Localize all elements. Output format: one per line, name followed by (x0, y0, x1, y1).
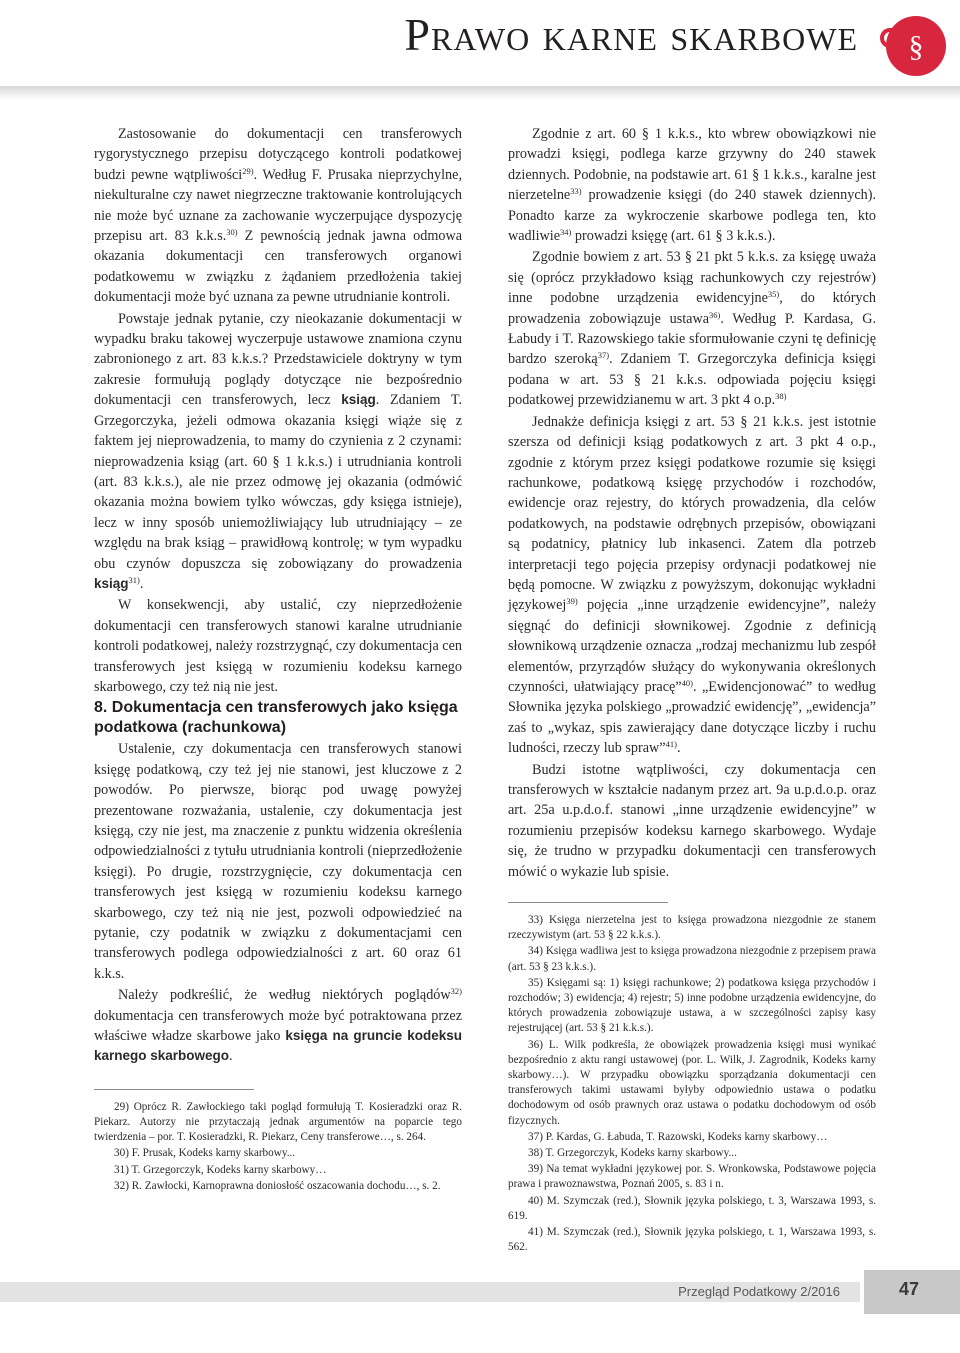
paragraph: W konsekwencji, aby ustalić, czy nieprzedłożenie dokumentacji cen transferowych stanowi karalne utrudnianie kontroli podatkowej, należy rozstrzygnąć, czy dokumentacja cen transferowych jest księgą w rozumieniu kodeksu karnego skarbowego, czy też nią nie jest. (94, 597, 462, 695)
footnote-rule (508, 902, 668, 903)
footnote: 32) R. Zawłocki, Karnoprawna doniosłość oszacowania dochodu…, s. 2. (114, 1179, 441, 1192)
footnote: 40) M. Szymczak (red.), Słownik języka polskiego, t. 3, Warszawa 1993, s. 619. (508, 1194, 876, 1222)
left-column (94, 124, 462, 1194)
footnote: 36) L. Wilk podkreśla, że obowiązek prowadzenia księgi musi wynikać bezpośrednio z aktu rangi ustawowej (por. L. Wilk, J. Zagrodnik, Kodeks karny skarbowy…). W przypadku obowiązku sporządzania dokumentacji cen transferowych takimi ustawami byłyby odpowiednio ustawa o podatku dochodowym od osób prawnych oraz ustawa o podatku dochodowym od osób fizycznych. (508, 1038, 876, 1127)
paragraph: Jednakże definicja księgi z art. 53 § 21 k.k.s. jest istotnie szersza od definicji ksiąg podatkowych z art. 3 pkt 4 o.p., zgodnie z którym przez księgi podatkowe rozumie się księgi rachunkowe, podatkową księgę przychodów i rozchodów, ewidencje oraz rejestry, do których prowadzenia, dla celów podatkowych, na podstawie odrębnych przepisów, obowiązani są podatnicy, płatnicy lub inkasenci. Zatem dla potrzeb interpretacji tego pojęcia przepisy ordynacji podatkowej nie będą pomocne. W związku z powyższym, dokonując wykładni językowej$^{39)}$ pojęcia „inne urządzenie ewidencyjne”, należy sięgnąć do definicji słownikowej. Zgodnie z definicją słownikową urządzenie oznacza „rodzaj mechanizmu lub zespół elementów, przyrządów służący do wykonywania określonych czynności, ułatwiający pracę”$^{40)}$. „Ewidencjonować” to według Słownika języka polskiego „prowadzić ewidencję”, „ewidencja” zaś to „wykaz, spis zawierający dane dotyczące liczby i ruchu ludności, rzeczy lub spraw”$^{41)}$. (508, 413, 876, 757)
footnotes-right (508, 913, 876, 1255)
footnote: 37) P. Kardas, G. Łabuda, T. Razowski, Kodeks karny skarbowy… (528, 1130, 828, 1143)
paragraph: Powstaje jednak pytanie, czy nieokazanie dokumentacji w wypadku braku takowej wyczerpuje ustawowe znamiona czynu zabronionego z art. 83 k.k.s.? Przedstawiciele doktryny w tym zakresie formułują poglądy dotyczące nie bezpośrednio dokumentacji cen transferowych, lecz ksiąg. Zdaniem T. Grzegorczyka, jeżeli odmowa okazania księgi wiąże się z faktem jej nieprowadzenia, to mamy do czynienia z 2 czynami: nieprowadzenia ksiąg (art. 60 § 1 k.k.s.) i utrudniania kontroli (art. 83 k.k.s.), ale nie przez odmowę jej okazania (odmówić okazania można bowiem tylko wówczas, gdy księga istnieje), lecz w inny sposób uniemożliwiający lub utrudniający – ze względu na brak ksiąg – prawidłową kontrolę; w tym wypadku obu czynów dopuszcza się zobowiązany do prowadzenia ksiąg$^{31)}$. (94, 310, 463, 592)
footnote: 30) F. Prusak, Kodeks karny skarbowy... (114, 1147, 296, 1160)
footnote: 29) Oprócz R. Zawłockiego taki pogląd formułują T. Kosieradzki oraz R. Piekarz. Autorzy nie przytaczają jednak argumentów na poparcie tego twierdzenia – por. T. Kosieradzki, R. Piekarz, Ceny transferowe…, s. 264. (94, 1100, 462, 1144)
paragraph: Budzi istotne wątpliwości, czy dokumentacja cen transferowych w kształcie nadanym przez art. 9a u.p.d.o.p. oraz art. 25a u.p.d.o.f. stanowi „inne urządzenie ewidencyjne” w rozumieniu przepisów kodeksu karnego skarbowego. Wydaje się, że trudno w przypadku dokumentacji cen transferowych mówić o wykazie lub spisie. (508, 761, 876, 880)
paragraph: Ustalenie, czy dokumentacja cen transferowych stanowi księgę podatkową, czy też jej nie stanowi, jest kluczowe z 2 powodów. Po pierwsze, biorąc pod uwagę powyżej prezentowane rozważania, ustalenie, czy dokumentacja jest księgą, czy nie jest, ma znaczenie z punktu widzenia określenia odpowiedzialności z tytułu utrudniania kontroli (nieprzedłożenie księgi). Po drugie, rozstrzygnięcie, czy dokumentacja cen transferowych jest księgą w rozumieniu kodeksu karnego skarbowego, czy też nią nie jest, pozwoli odpowiedzieć na pytanie, czy podatnik w związku z dokumentacjami cen transferowych podlega odpowiedzialności z art. 60 oraz 61 k.k.s. (94, 741, 462, 982)
svg-text:§: § (908, 30, 924, 63)
paragraph: Zgodnie bowiem z art. 53 § 21 pkt 5 k.k.s. za księgę uważa się (oprócz przykładowo ksiąg rachunkowych czy rejestrów) inne podobne urządzenia ewidencyjne$^{35)}$, do których prowadzenia zobowiązuje ustawa$^{36)}$. Według P. Kardasa, G. Łabudy i T. Razowskiego takie sformułowanie czyni tę definicję bardzo szeroką$^{37)}$. Zdaniem T. Grzegorczyka definicja księgi podana w art. 53 § 21 k.k.s. odpowiada pojęciu księgi podatkowej przewidzianemu w art. 3 pkt 4 o.p.$^{38)}$ (508, 249, 876, 409)
section-heading: 8. Dokumentacja cen transferowych jako księga podatkowa (rachunkowa) (94, 699, 458, 737)
footnote: 38) T. Grzegorczyk, Kodeks karny skarbowy... (528, 1147, 737, 1160)
journal-logo-icon (876, 8, 948, 80)
page-footer (0, 1270, 960, 1353)
footnote: 41) M. Szymczak (red.), Słownik języka polskiego, t. 1, Warszawa 1993, s. 562. (508, 1226, 876, 1254)
header-shadow (0, 86, 960, 100)
footnotes-left (94, 1100, 462, 1194)
footnote: 35) Księgami są: 1) księgi rachunkowe; 2) podatkowa księga przychodów i rozchodów; 3) ewidencja; 4) rejestr; 5) inne podobne urządzenia ewidencyjne, do których prowadzenia zobowiązuje ustawa, a w szczególności zapisy kasy rejestrującej (art. 53 § 21 k.k.s.). (508, 976, 876, 1035)
footnote: 31) T. Grzegorczyk, Kodeks karny skarbowy… (114, 1163, 327, 1176)
journal-name: Przegląd Podatkowy 2/2016 (678, 1284, 840, 1299)
paragraph: Należy podkreślić, że według niektórych poglądów$^{32)}$ dokumentacja cen transferowych może być potraktowana przez właściwe władze skarbowe jako księga na gruncie kodeksu karnego skarbowego. (94, 986, 462, 1065)
paragraph: Zgodnie z art. 60 § 1 k.k.s., kto wbrew obowiązkowi nie prowadzi księgi, podlega karze grzywny do 240 stawek dziennych. Podobnie, na podstawie art. 61 § 1 k.k.s., karalne jest nierzetelne$^{33)}$ prowadzenie księgi (do 240 stawek dziennych). Ponadto karze za wykroczenie skarbowe podlega ten, kto wadliwie$^{34)}$ prowadzi księgę (art. 61 § 3 k.k.s.). (508, 126, 876, 245)
footnote: 39) Na temat wykładni językowej por. S. Wronkowska, Podstawowe pojęcia prawa i prawoznawstwa, Poznań 2005, s. 83 i n. (508, 1163, 876, 1191)
page-number: 47 (898, 1279, 920, 1299)
footnote-rule (94, 1089, 254, 1090)
paragraph: Zastosowanie do dokumentacji cen transferowych rygorystycznego przepisu dotyczącego kontroli podatkowej budzi pewne wątpliwości$^{29)}$. Według F. Prusaka nieprzychylne, niekulturalne czy nawet niegrzeczne traktowanie kontrolujących nie może być uznane za zachowanie wyczerpujące dyspozycję przepisu art. 83 k.k.s.$^{30)}$ Z pewnością jednak jawna odmowa okazania dokumentacji cen transferowych organowi podatkowemu w związku z żądaniem przedłożenia takiej dokumentacji może być uznana za pewne utrudnianie kontroli. (94, 126, 462, 306)
right-column (508, 124, 876, 1256)
footnote: 34) Księga wadliwa jest to księga prowadzona niezgodnie z przepisem prawa (art. 53 § 23 k.k.s.). (508, 945, 876, 973)
section-title: Prawo karne skarbowe (404, 9, 858, 60)
footnote: 33) Księga nierzetelna jest to księga prowadzona niezgodnie ze stanem rzeczywistym (art. 53 § 22 k.k.s.). (508, 914, 876, 942)
